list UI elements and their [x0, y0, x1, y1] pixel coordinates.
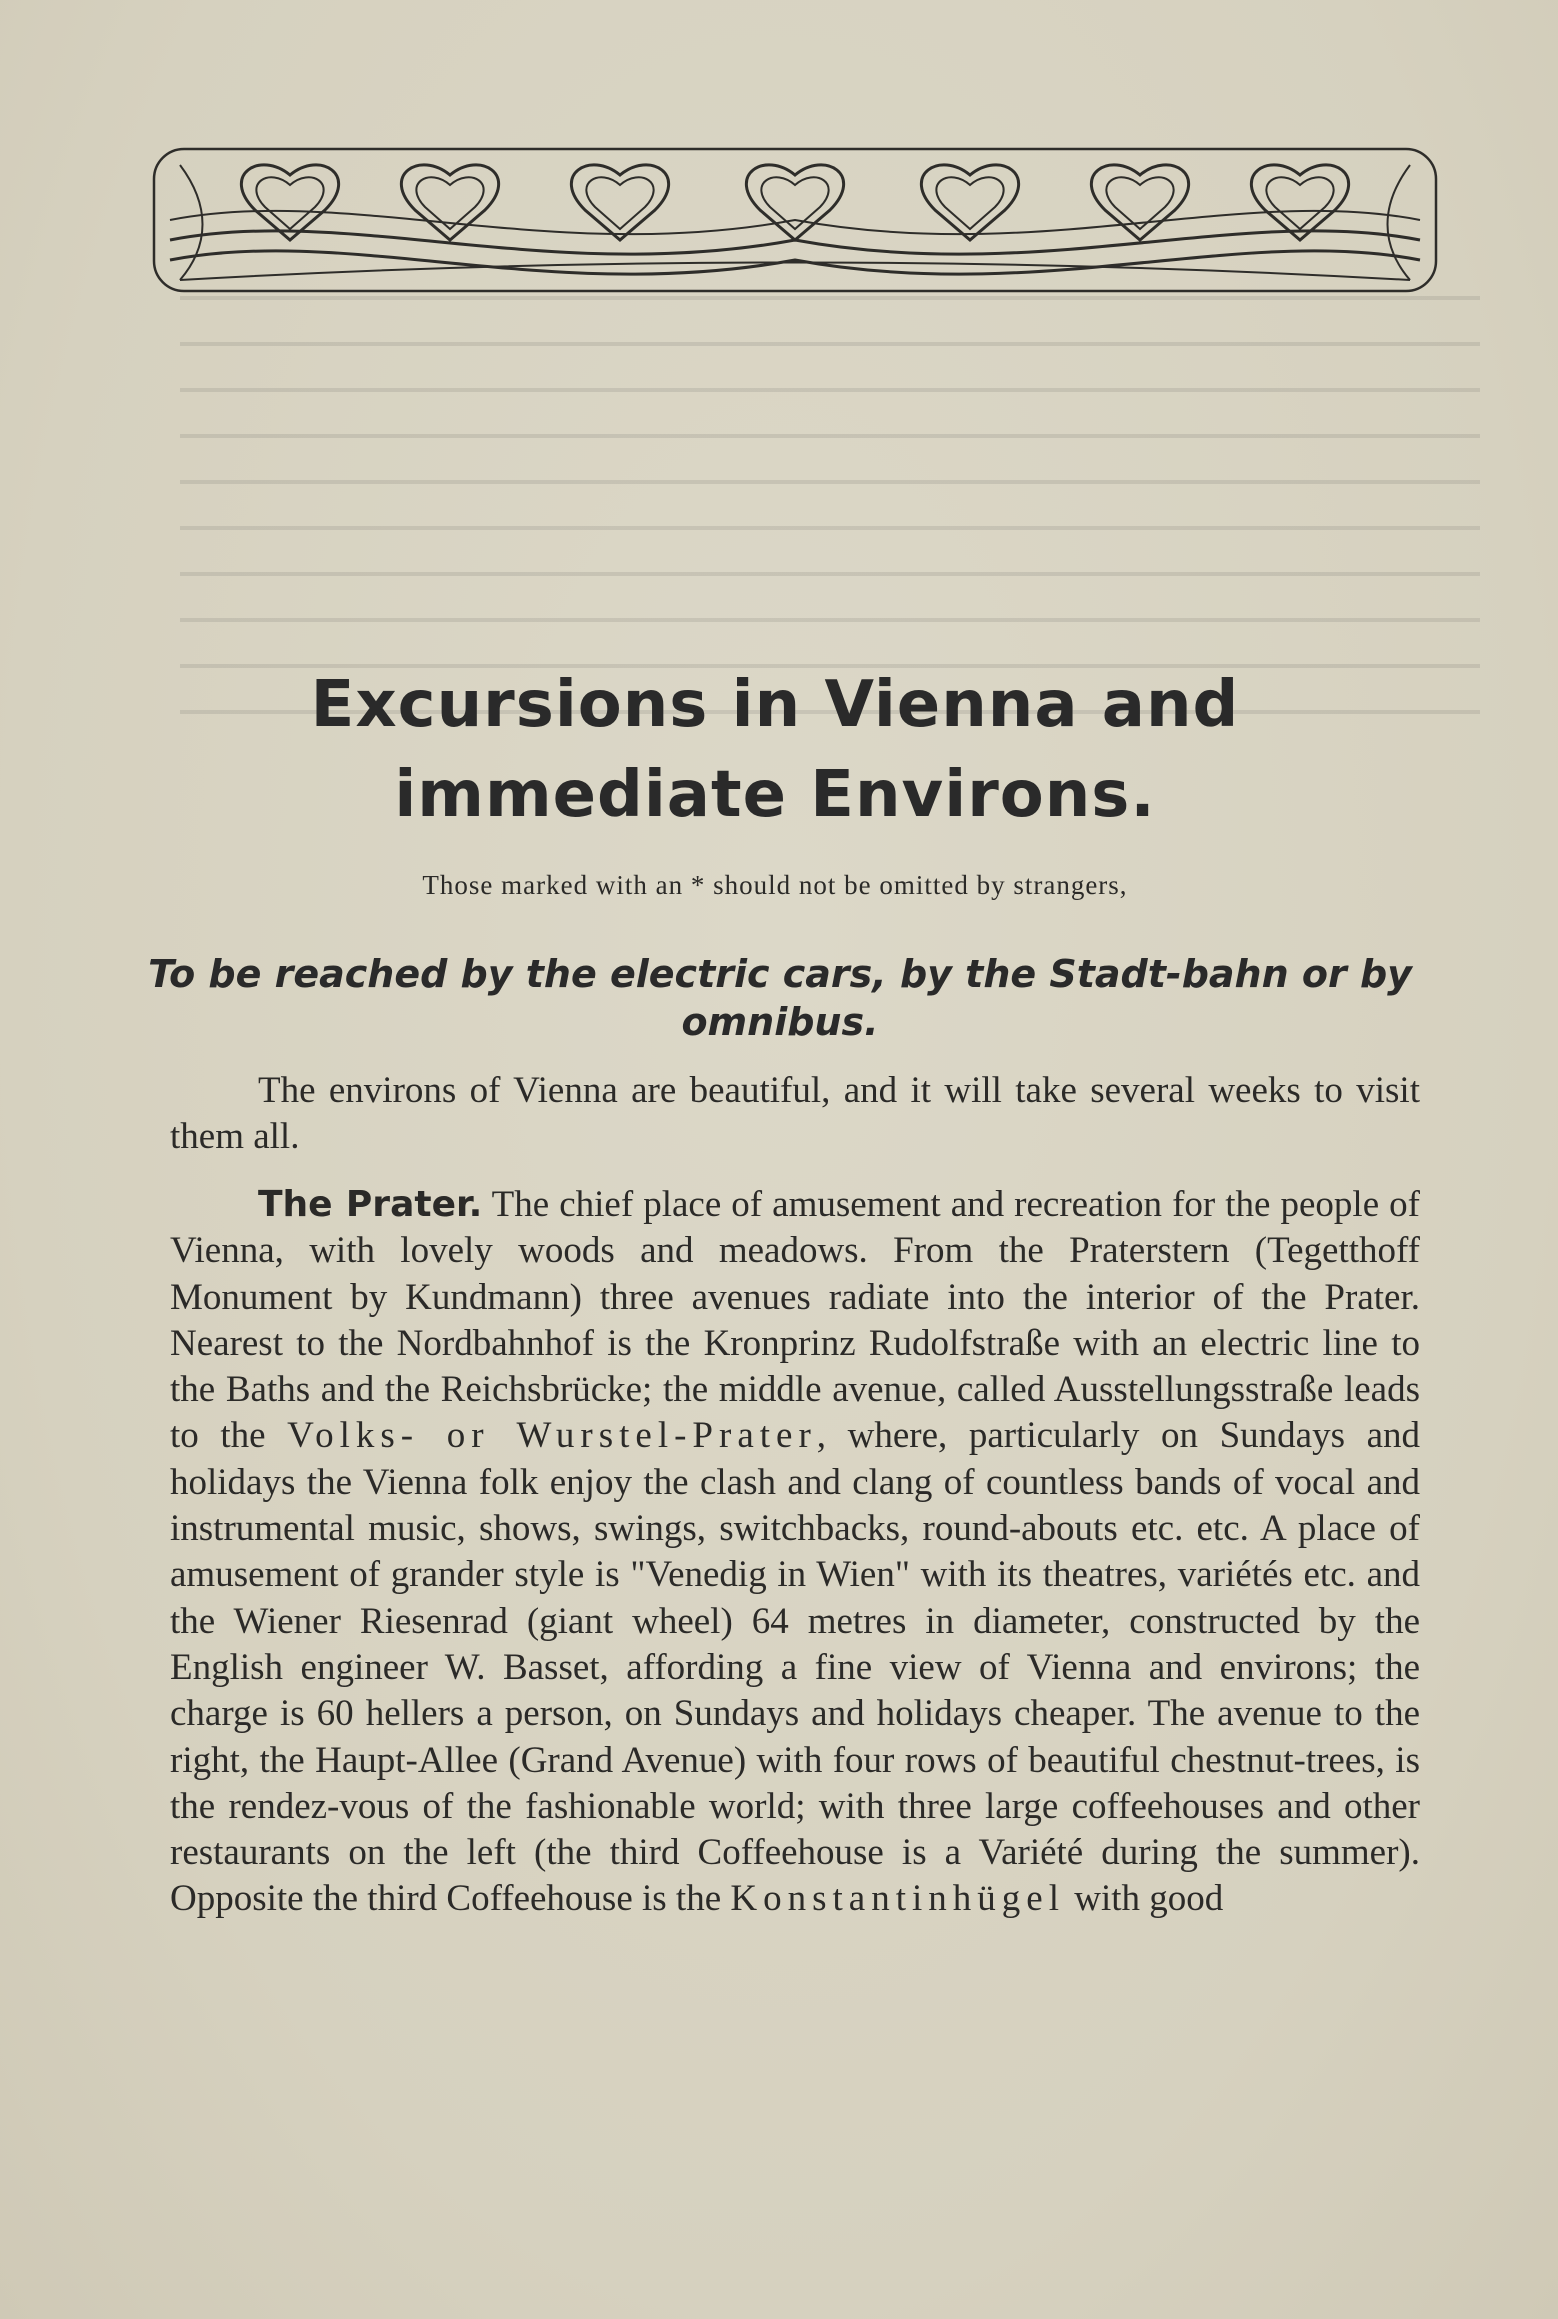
asterisk-note: Those marked with an * should not be omitted by strangers,	[422, 870, 1128, 900]
prater-paragraph	[170, 1182, 1420, 1923]
page-title: Excursions in Vienna and immediate Environs.	[310, 668, 1240, 832]
prater-text-c: with good	[1064, 1878, 1224, 1920]
decorative-heart-border	[150, 145, 1440, 295]
volks-prater-term: Volks- or Wurstel-Prater	[287, 1415, 817, 1457]
konstantinhuegel-term: Konstantinhügel	[730, 1878, 1065, 1920]
prater-lead: The Prater.	[258, 1184, 483, 1225]
intro-paragraph: The environs of Vienna are beautiful, and it will take several weeks to visit them all.	[170, 1070, 1420, 1158]
section-subtitle: To be reached by the electric cars, by the Stadt-bahn or by omnibus.	[148, 952, 1412, 1044]
prater-text-b: , where, particularly on Sundays and holidays the Vienna folk enjoy the clash and clang of countless bands of vocal and instrumental music, shows, swings, switchbacks, round-abouts etc. etc. A place of amusement of grander style is "Venedig in Wien" with its theatres, variétés etc. and the Wiener Riesenrad (giant wheel) 64 metres in diameter, constructed by the English engineer W. Basset, affording a fine view of Vienna and environs; the charge is 60 hellers a person, on Sundays and holidays cheaper. The avenue to the right, the Haupt-Allee (Grand Avenue) with four rows of beautiful chestnut-trees, is the rendez-vous of the fashionable world; with three large coffeehouses and other restaurants on the left (the third Coffeehouse is a Variété during the summer). Opposite the third Coffeehouse is the	[170, 1415, 1420, 1920]
prater-text-a: The chief place of amusement and recreation for the people of Vienna, with lovely woods and meadows. From the Praterstern (Tegetthoff Monument by Kundmann) three avenues radiate into the interior of the Prater. Nearest to the Nordbahnhof is the Kronprinz Rudolfstraße with an electric line to the Baths and the Reichsbrücke; the middle avenue, called Ausstellungsstraße leads to the	[170, 1184, 1420, 1457]
